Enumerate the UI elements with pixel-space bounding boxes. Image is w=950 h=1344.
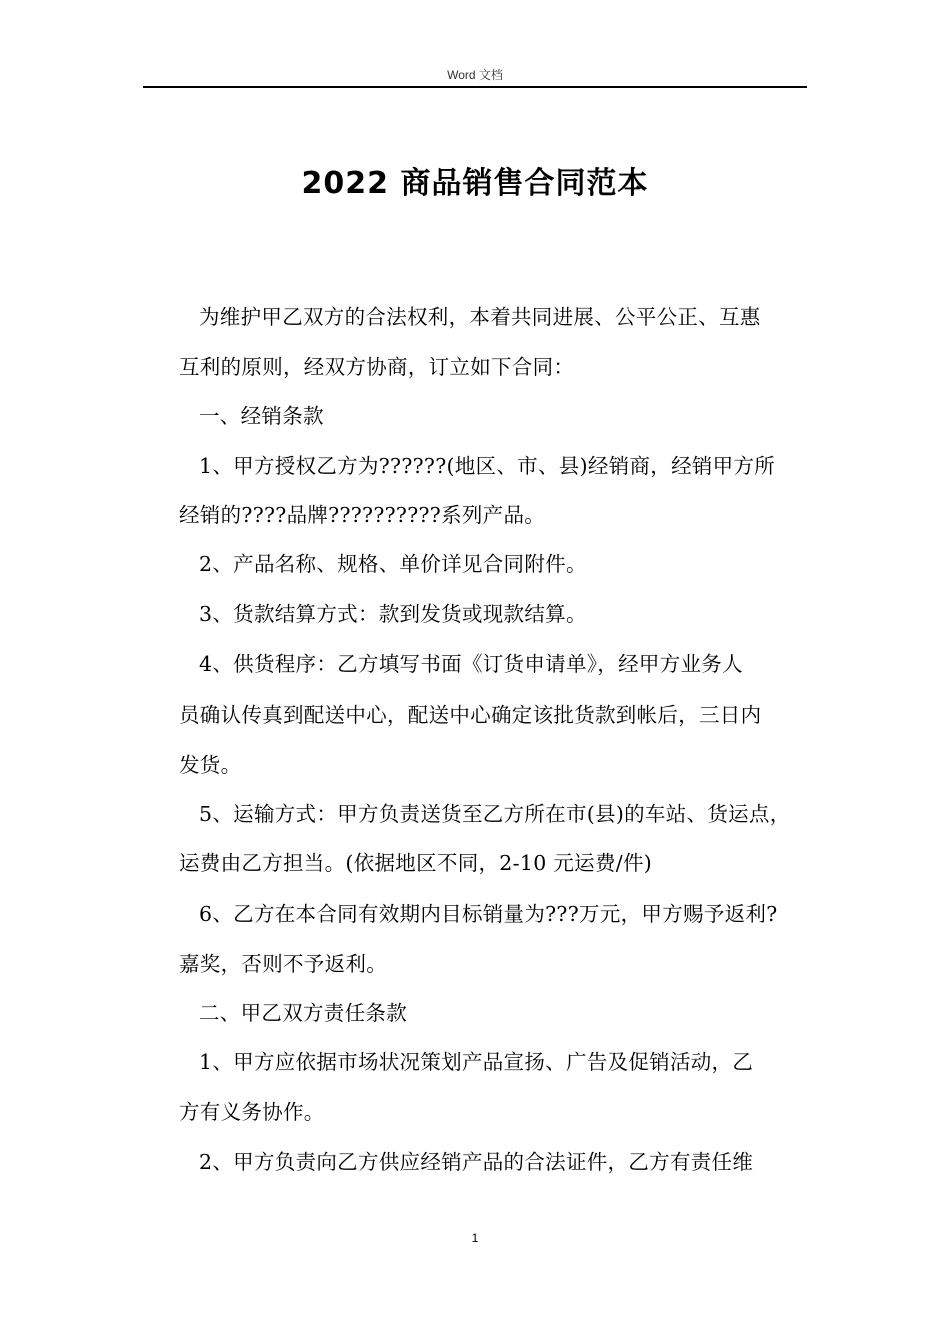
body-line: 互利的原则，经双方协商，订立如下合同： bbox=[179, 355, 575, 379]
body-line: 4、供货程序：乙方填写书面《订货申请单》，经甲方业务人 bbox=[199, 652, 743, 676]
body-line: 方有义务协作。 bbox=[179, 1100, 325, 1124]
body-line: 员确认传真到配送中心，配送中心确定该批货款到帐后，三日内 bbox=[179, 703, 762, 727]
document-title: 2022 商品销售合同范本 bbox=[301, 166, 649, 201]
body-line: 5、运输方式：甲方负责送货至乙方所在市(县)的车站、货运点， bbox=[199, 802, 791, 826]
body-line: 1、甲方应依据市场状况策划产品宣扬、广告及促销活动，乙 bbox=[199, 1050, 754, 1074]
section-heading: 一、经销条款 bbox=[199, 404, 324, 428]
body-line: 2、甲方负责向乙方供应经销产品的合法证件，乙方有责任维 bbox=[199, 1150, 754, 1174]
section-heading: 二、甲乙双方责任条款 bbox=[199, 1001, 407, 1025]
body-line: 运费由乙方担当。(依据地区不同，2-10 元运费/件) bbox=[179, 851, 653, 875]
header-rule bbox=[143, 86, 807, 88]
body-line: 2、产品名称、规格、单价详见合同附件。 bbox=[199, 552, 587, 576]
page-number: 1 bbox=[471, 1231, 479, 1245]
body-line: 6、乙方在本合同有效期内目标销量为???万元，甲方赐予返利? bbox=[199, 902, 778, 926]
body-line: 嘉奖，否则不予返利。 bbox=[179, 952, 387, 976]
body-line: 发货。 bbox=[179, 753, 242, 777]
body-line: 1、甲方授权乙方为??????(地区、市、县)经销商，经销甲方所 bbox=[199, 454, 776, 478]
body-line: 经销的????品牌??????????系列产品。 bbox=[179, 503, 546, 527]
page-header: Word 文档 bbox=[447, 68, 503, 82]
body-line: 3、货款结算方式：款到发货或现款结算。 bbox=[199, 602, 587, 626]
body-line: 为维护甲乙双方的合法权利，本着共同进展、公平公正、互惠 bbox=[199, 305, 761, 329]
